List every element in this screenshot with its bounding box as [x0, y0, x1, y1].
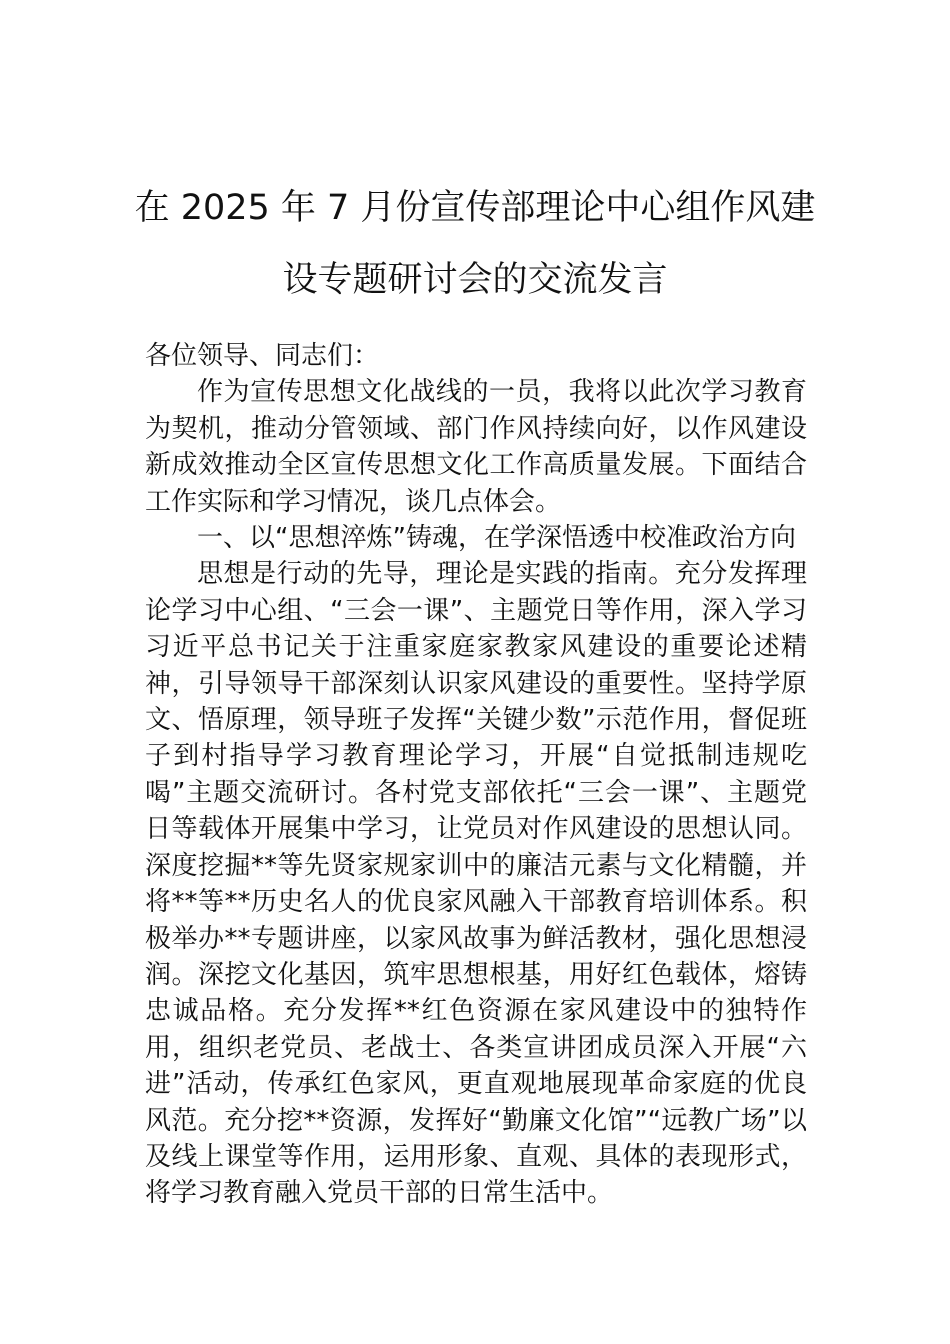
document-body: [145, 338, 807, 1212]
intro-paragraph: 作为宣传思想文化战线的一员，我将以此次学习教育为契机，推动分管领域、部门作风持续向好，以作风建设新成效推动全区宣传思想文化工作高质量发展。下面结合工作实际和学习情况，谈几点体会。: [145, 377, 807, 517]
salutation: 各位领导、同志们：: [145, 341, 380, 371]
title-line-2: 设专题研讨会的交流发言: [282, 260, 668, 300]
section-1-heading: 一、以“思想淬炼”铸魂，在学深悟透中校准政治方向: [197, 523, 796, 554]
title-line-1: 在 2025 年 7 月份宣传部理论中心组作风建: [134, 188, 816, 228]
document-title: [120, 172, 830, 316]
section-1-paragraph: 思想是行动的先导，理论是实践的指南。充分发挥理论学习中心组、“三会一课”、主题党日等作用，深入学习习近平总书记关于注重家庭家教家风建设的重要论述精神，引导领导干部深刻认识家风建设的重要性。坚持学原文、悟原理，领导班子发挥“关键少数”示范作用，督促班子到村指导学习教育理论学习，开展“自觉抵制违规吃喝”主题交流研讨。各村党支部依托“三会一课”、主题党日等载体开展集中学习，让党员对作风建设的思想认同。深度挖掘**等先贤家规家训中的廉洁元素与文化精髓，并将**等**历史名人的优良家风融入干部教育培训体系。积极举办**专题讲座，以家风故事为鲜活教材，强化思想浸润。深挖文化基因，筑牢思想根基，用好红色载体，熔铸忠诚品格。充分发挥**红色资源在家风建设中的独特作用，组织老党员、老战士、各类宣讲团成员深入开展“六进”活动，传承红色家风，更直观地展现革命家庭的优良风范。充分挖**资源，发挥好“勤廉文化馆”“远教广场”以及线上课堂等作用，运用形象、直观、具体的表现形式，将学习教育融入党员干部的日常生活中。: [145, 559, 807, 1209]
